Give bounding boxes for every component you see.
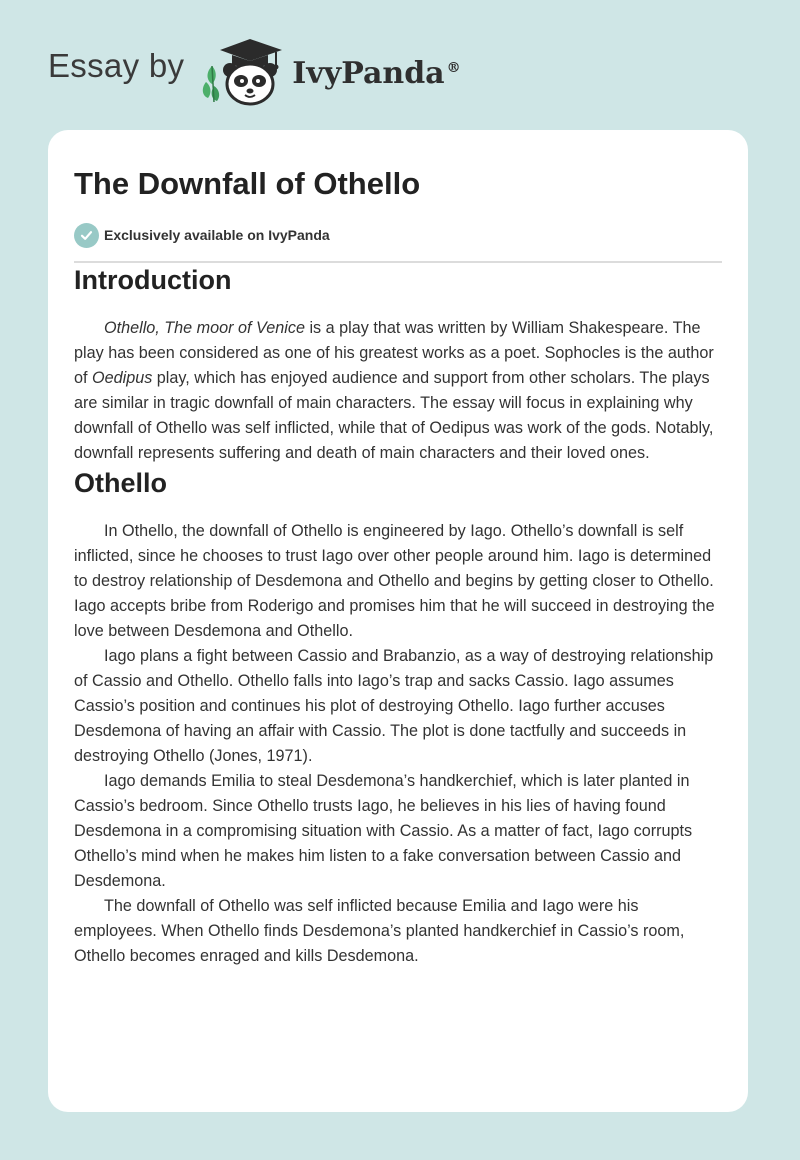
brand-header[interactable] (48, 36, 461, 108)
othello-paragraph: Iago plans a fight between Cassio and Brabanzio, as a way of destroying relationship of Cassio and Othello. Othello falls into Iago’s trap and sacks Cassio. Iago assumes Cassio’s position and continues his plot of destroying Othello. Iago further accuses Desdemona of having an affair with Cassio. The plot is done tactfully and succeeds in destroying Othello (Jones, 1971). (74, 647, 714, 765)
section-heading-othello: Othello (74, 468, 167, 498)
brand-prefix: Essay by (48, 47, 185, 84)
exclusive-badge-text: Exclusively available on IvyPanda (104, 227, 330, 243)
othello-paragraph: In Othello, the downfall of Othello is engineered by Iago. Othello’s downfall is self inflicted, since he chooses to trust Iago over other people around him. Iago is determined to destroy relationship of Desdemona and Othello and begins by getting closer to Othello. Iago accepts bribe from Roderigo and promises him that he will succeed in destroying the love between Desdemona and Othello. (74, 522, 715, 640)
panda-graduate-logo-icon (198, 36, 290, 108)
exclusive-badge (74, 222, 722, 248)
intro-paragraph: Othello, The moor of Venice is a play that was written by William Shakespeare. The play has been considered as one of his greatest works as a poet. Sophocles is the author of Oedipus play, which has enjoyed audience and support from other scholars. The plays are similar in tragic downfall of main characters. The essay will focus in explaining why downfall of Othello was self inflicted, while that of Oedipus was work of the gods. Notably, downfall represents suffering and death of main characters and their loved ones. (74, 319, 714, 462)
othello-paragraph: The downfall of Othello was self inflicted because Emilia and Iago were his employees. When Othello finds Desdemona’s planted handkerchief in Cassio’s room, Othello becomes enraged and kills Desdemona. (74, 897, 685, 965)
essay-title: The Downfall of Othello (74, 166, 421, 201)
ivy-leaf-icon (203, 66, 219, 102)
othello-paragraph: Iago demands Emilia to steal Desdemona’s handkerchief, which is later planted in Cassio’s bedroom. Since Othello trusts Iago, he believes in his lies of having found Desdemona in a compromising situation with Cassio. As a matter of fact, Iago corrupts Othello’s mind when he makes him listen to a fake conversation between Cassio and Desdemona. (74, 772, 693, 890)
brand-name: IvyPanda ® (292, 55, 461, 91)
essay-card (48, 130, 748, 1112)
section-heading-introduction: Introduction (74, 265, 232, 295)
check-circle-icon (74, 223, 99, 248)
